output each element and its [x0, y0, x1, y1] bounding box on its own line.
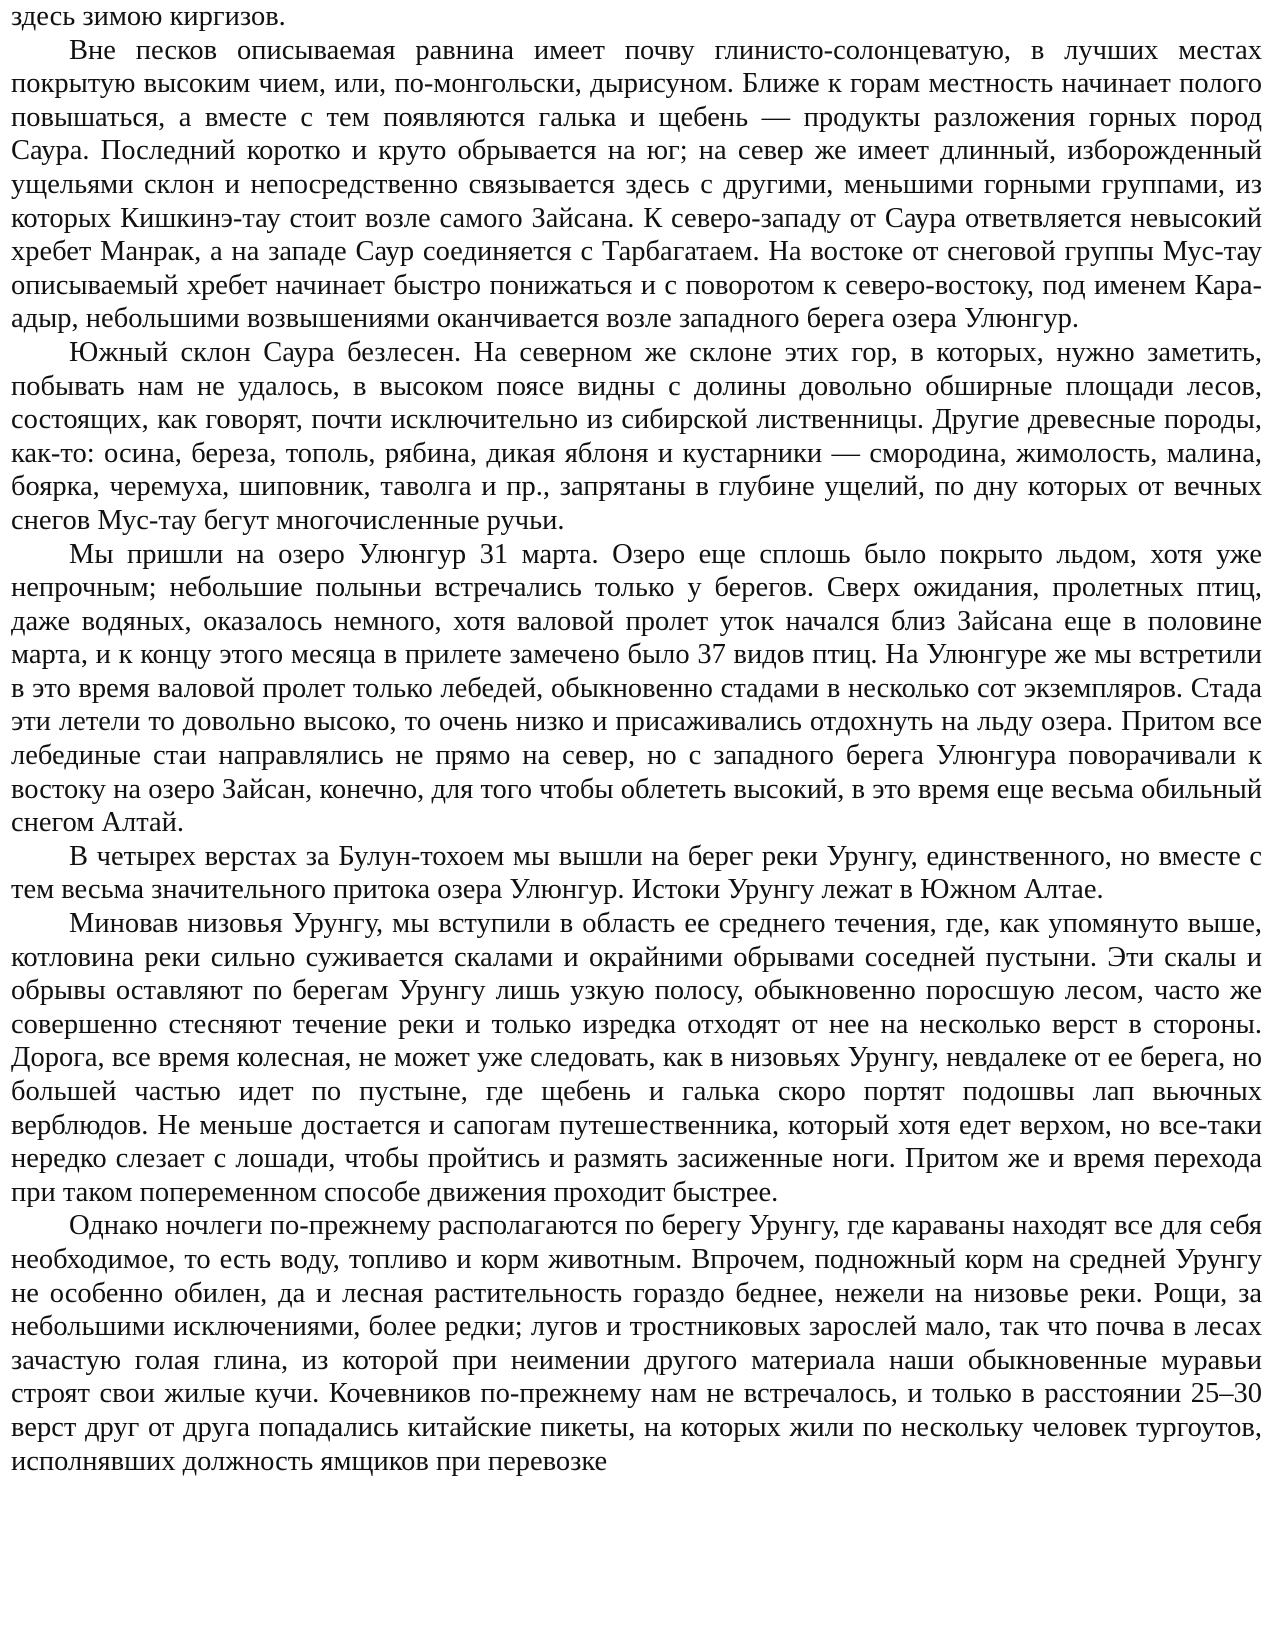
paragraph-urungu-middle: Миновав низовья Урунгу, мы вступили в область ее среднего течения, где, как упомянуто выше, котловина реки сильно суживается скалами и окрайними обрывами соседней пустыни. Эти скалы и обрывы оставляют по берегам Урунгу лишь узкую полосу, обыкновенно поросшую лесом, часто же совершенно стесняют течение реки и только изредка отходят от нее на несколько верст в стороны. Дорога, все время колесная, не может уже следовать, как в низовьях Урунгу, невдалеке от ее берега, но большей частью идет по пустыне, где щебень и галька скоро портят подошвы лап вьючных верблюдов. Не меньше достается и сапогам путешественника, который хотя едет верхом, но все-таки нередко слезает с лошади, чтобы пройтись и размять засиженные ноги. Притом же и время перехода при таком попеременном способе движения проходит быстрее.: [11, 908, 1262, 1208]
document-page: [11, 0, 1262, 1478]
paragraph-saur-plain: Вне песков описываемая равнина имеет почву глинисто-солонцеватую, в лучших местах покрытую высоким чием, или, по-монгольски, дырисуном. Ближе к горам местность начинает полого повышаться, а вместе с тем появляются галька и щебень — продукты разложения горных пород Саура. Последний коротко и круто обрывается на юг; на север же имеет длинный, изборожденный ущельями склон и непосредственно связывается здесь с другими, меньшими горными группами, из которых Кишкинэ-тау стоит возле самого Зайсана. К северо-западу от Саура ответвляется невысокий хребет Манрак, а на западе Саур соединяется с Тарбагатаем. На востоке от снеговой группы Мус-тау описываемый хребет начинает быстро понижаться и с поворотом к северо-востоку, под именем Кара-адыр, небольшими возвышениями оканчивается возле западного берега озера Улюнгур.: [11, 34, 1262, 335]
paragraph-continuation: здесь зимою киргизов.: [11, 1, 286, 32]
paragraph-saur-forests: Южный склон Саура безлесен. На северном же склоне этих гор, в которых, нужно заметить, побывать нам не удалось, в высоком поясе видны с долины довольно обширные площади лесов, состоящих, как говорят, почти исключительно из сибирской лиственницы. Другие древесные породы, как-то: осина, береза, тополь, рябина, дикая яблоня и кустарники — смородина, жимолость, малина, боярка, черемуха, шиповник, таволга и пр., запрятаны в глубине ущелий, по дну которых от вечных снегов Мус-тау бегут многочисленные ручьи.: [11, 336, 1262, 536]
paragraph-night-camps: Однако ночлеги по-прежнему располагаются по берегу Урунгу, где караваны находят все для себя необходимое, то есть воду, топливо и корм животным. Впрочем, подножный корм на средней Урунгу не особенно обилен, да и лесная растительность гораздо беднее, нежели на низовье реки. Рощи, за небольшими исключениями, более редки; лугов и тростниковых зарослей мало, так что почва в лесах зачастую голая глина, из которой при неимении другого материала наши обыкновенные муравьи строят свои жилые кучи. Кочевников по-прежнему нам не встречалось, и только в расстоянии 25–30 верст друг от друга попадались китайские пикеты, на которых жили по нескольку человек тургоутов, исполнявших должность ямщиков при перевозке: [11, 1210, 1262, 1477]
paragraph-ulungur-lake: Мы пришли на озеро Улюнгур 31 марта. Озеро еще сплошь было покрыто льдом, хотя уже непрочным; небольшие полыньи встречались только у берегов. Сверх ожидания, пролетных птиц, даже водяных, оказалось немного, хотя валовой пролет уток начался близ Зайсана еще в половине марта, и к концу этого месяца в прилете замечено было 37 видов птиц. На Улюнгуре же мы встретили в это время валовой пролет только лебедей, обыкновенно стадами в несколько сот экземпляров. Стада эти летели то довольно высоко, то очень низко и присаживались отдохнуть на льду озера. Притом все лебединые стаи направлялись не прямо на север, но с западного берега Улюнгура поворачивали к востоку на озеро Зайсан, конечно, для того чтобы облететь высокий, в это время еще весьма обильный снегом Алтай.: [11, 538, 1262, 839]
paragraph-urungu-river: В четырех верстах за Булун-тохоем мы вышли на берег реки Урунгу, единственного, но вместе с тем весьма значительного притока озера Улюнгур. Истоки Урунгу лежат в Южном Алтае.: [11, 840, 1262, 906]
